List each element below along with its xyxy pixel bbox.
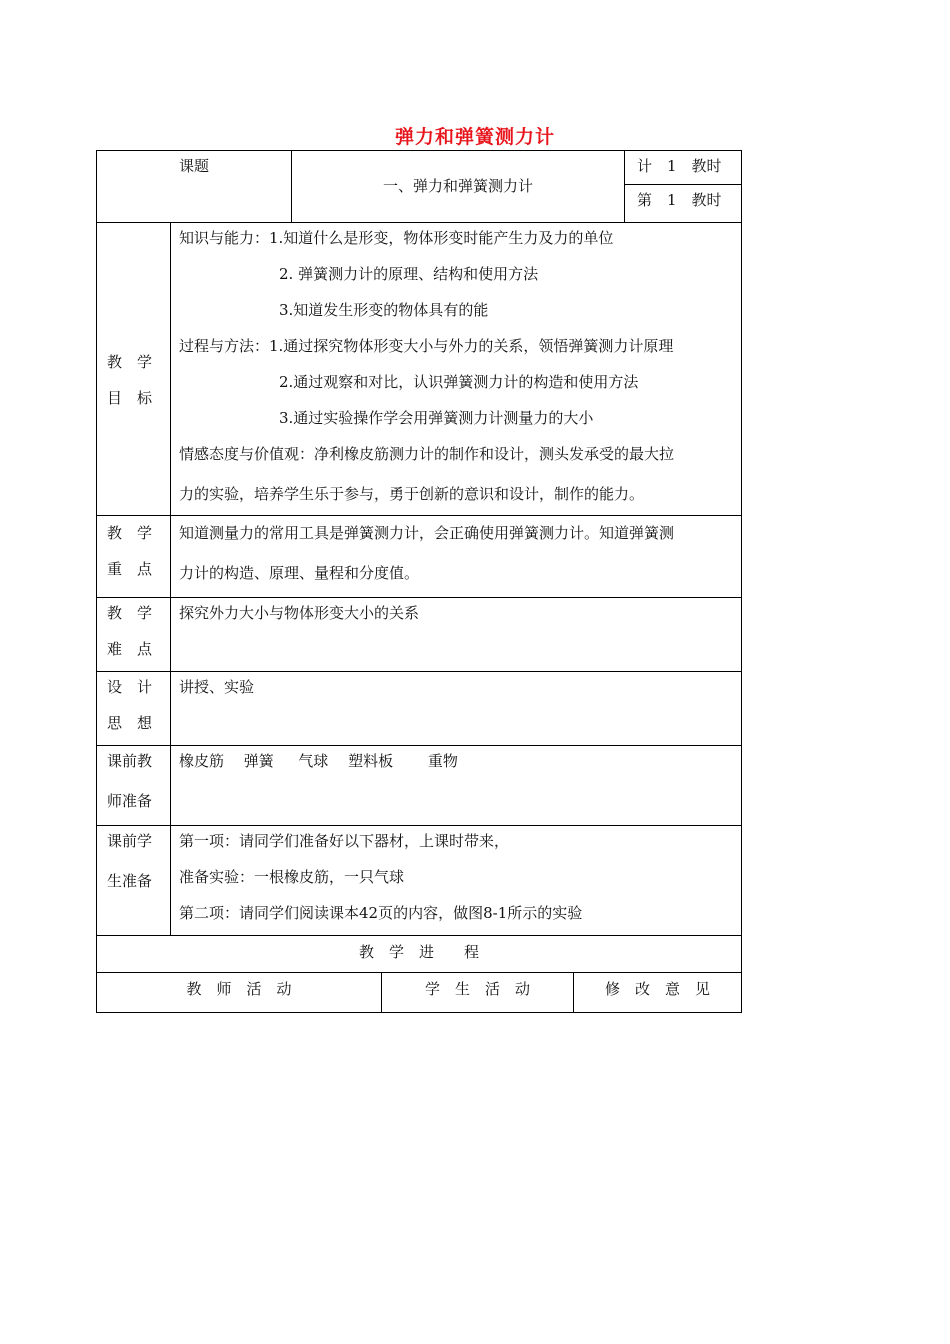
teacher-activity-header-cell: [97, 973, 382, 1012]
objective-line: 力的实验，培养学生乐于参与，勇于创新的意识和设计，制作的能力。: [179, 485, 645, 503]
student-prep-line: 准备实验：一根橡皮筋，一只气球: [179, 868, 405, 886]
teacher-activity-header: 教 师 活 动: [186, 980, 292, 998]
design-text: 讲授、实验: [179, 678, 255, 696]
topic-label-cell: [97, 151, 292, 222]
objectives-row: [96, 223, 742, 516]
key-points-row: [96, 516, 742, 598]
objective-line: 3.知道发生形变的物体具有的能: [279, 301, 489, 319]
key-points-label-cell: 教 学 重 点: [97, 516, 171, 597]
teacher-prep-content: [171, 746, 741, 825]
student-prep-line: 第一项：请同学们准备好以下器材，上课时带来，: [179, 832, 510, 850]
process-heading-row: [96, 936, 742, 973]
objective-line: 2.通过观察和对比，认识弹簧测力计的构造和使用方法: [279, 373, 639, 391]
objective-line: 3.通过实验操作学会用弹簧测力计测量力的大小: [279, 409, 594, 427]
difficulties-row: [96, 598, 742, 672]
revision-header-cell: [574, 973, 741, 1012]
key-point-line: 力计的构造、原理、量程和分度值。: [179, 564, 420, 582]
student-activity-header: 学 生 活 动: [424, 980, 530, 998]
process-columns-row: [96, 973, 742, 1013]
design-content: [171, 672, 741, 745]
difficulties-content: [171, 598, 741, 671]
total-hours-box: [625, 151, 741, 185]
difficulties-text: 探究外力大小与物体形变大小的关系: [179, 604, 420, 622]
current-hour: 第 1 教时: [637, 191, 722, 209]
teacher-prep-row: [96, 746, 742, 826]
student-prep-row: [96, 826, 742, 936]
objective-line: 2. 弹簧测力计的原理、结构和使用方法: [279, 265, 539, 283]
teacher-prep-text: 橡皮筋 弹簧 气球 塑料板 重物: [179, 752, 458, 770]
teacher-prep-label-cell: 课前教 师准备: [97, 746, 171, 825]
process-heading: 教 学 进 程: [358, 943, 479, 961]
key-points-content: [171, 516, 741, 597]
design-row: [96, 672, 742, 746]
hours-cell: [625, 151, 741, 222]
objectives-content: [171, 223, 741, 515]
objective-line: 过程与方法：1.通过探究物体形变大小与外力的关系，领悟弹簧测力计原理: [179, 337, 674, 355]
total-hours: 计 1 教时: [637, 157, 722, 175]
objective-line: 知识与能力：1.知道什么是形变，物体形变时能产生力及力的单位: [179, 229, 614, 247]
objectives-label-cell: 教 学 目 标: [97, 223, 171, 515]
topic-name-cell: [292, 151, 625, 222]
document-title: 弹力和弹簧测力计: [394, 126, 555, 148]
student-activity-header-cell: [382, 973, 574, 1012]
key-point-line: 知道测量力的常用工具是弹簧测力计，会正确使用弹簧测力计。知道弹簧测: [179, 524, 675, 542]
student-prep-content: [171, 826, 741, 935]
topic-label: 课题: [178, 157, 209, 175]
topic-row: [96, 150, 742, 223]
difficulties-label-cell: 教 学 难 点: [97, 598, 171, 671]
student-prep-label-cell: 课前学 生准备: [97, 826, 171, 935]
design-label-cell: 设 计 思 想: [97, 672, 171, 745]
topic-name: 一、弹力和弹簧测力计: [382, 177, 533, 195]
objective-line: 情感态度与价值观：净利橡皮筋测力计的制作和设计，测头发承受的最大拉: [179, 445, 675, 463]
student-prep-line: 第二项：请同学们阅读课本42页的内容，做图8-1所示的实验: [179, 904, 583, 922]
revision-header: 修 改 意 见: [604, 980, 710, 998]
